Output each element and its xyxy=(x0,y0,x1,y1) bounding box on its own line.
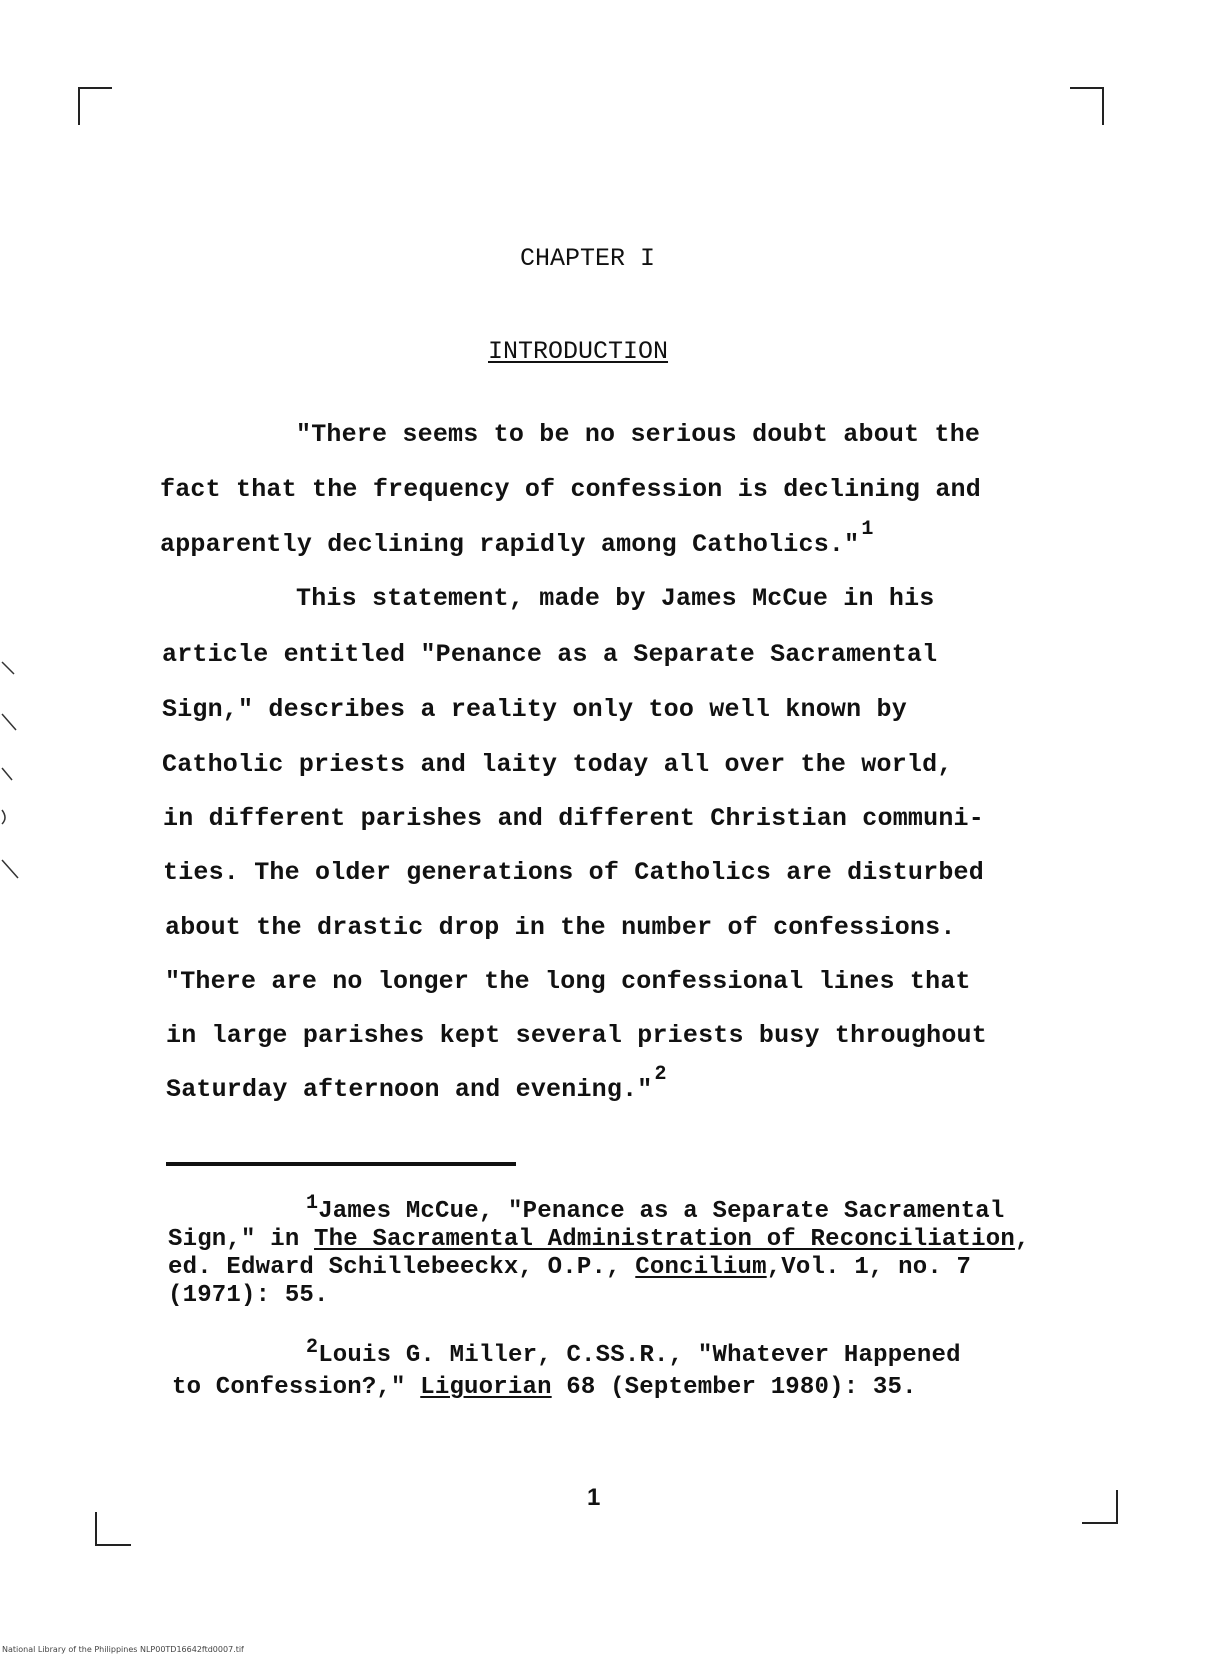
footnote-2-number: 2 xyxy=(306,1336,319,1359)
paragraph-1-line-2: fact that the frequency of confession is declining and xyxy=(160,475,981,504)
footnote-1-book-title: The Sacramental Administration of Reconciliation xyxy=(314,1226,1015,1253)
footnote-2-line-2: to Confession?," Liguorian 68 (September 1980): 35. xyxy=(172,1374,917,1401)
paragraph-2-line-2: article entitled "Penance as a Separate Sacramental xyxy=(162,640,938,669)
page-number: 1 xyxy=(587,1484,601,1511)
paragraph-2-line-7: about the drastic drop in the number of confessions. xyxy=(165,913,956,942)
footnote-1-line-4: (1971): 55. xyxy=(168,1282,329,1309)
footnote-1-number: 1 xyxy=(306,1192,319,1215)
section-heading: INTRODUCTION xyxy=(488,337,669,366)
paragraph-2-line-3: Sign," describes a reality only too well known by xyxy=(162,695,907,724)
paragraph-2-line-10: Saturday afternoon and evening."$^2$ xyxy=(166,1063,667,1104)
footnote-1-line-3: ed. Edward Schillebeeckx, O.P., Concilium,Vol. 1, no. 7 xyxy=(168,1254,972,1281)
chapter-heading: CHAPTER I xyxy=(520,244,656,273)
scan-footer-caption: National Library of the Philippines NLP00TD16642ftd0007.tif xyxy=(2,1645,244,1654)
paragraph-2-line-6: ties. The older generations of Catholics are disturbed xyxy=(163,858,984,887)
paragraph-2-line-4: Catholic priests and laity today all over the world, xyxy=(162,750,953,779)
crop-mark-bottom-right xyxy=(1082,1490,1118,1524)
footnote-separator-rule xyxy=(166,1162,516,1166)
footnote-1-journal-title: Concilium xyxy=(635,1254,767,1281)
footnote-2-journal-title: Liguorian xyxy=(420,1374,552,1401)
footnote-2-line-1: $^2$Louis G. Miller, C.SS.R., "Whatever Happened xyxy=(306,1336,961,1369)
footnote-reference-2: 2 xyxy=(654,1063,667,1086)
crop-mark-bottom-left xyxy=(95,1512,131,1546)
paragraph-2-line-1: This statement, made by James McCue in his xyxy=(296,584,935,613)
footnote-reference-1: 1 xyxy=(861,518,874,541)
footnote-1-line-1: $^1$James McCue, "Penance as a Separate Sacramental xyxy=(306,1192,1005,1225)
crop-mark-top-right xyxy=(1070,87,1104,125)
crop-mark-top-left xyxy=(78,87,112,125)
footnote-1-line-2: Sign," in The Sacramental Administration of Reconciliation, xyxy=(168,1226,1030,1253)
paragraph-2-line-8: "There are no longer the long confessional lines that xyxy=(165,967,971,996)
margin-pencil-marks xyxy=(0,650,30,890)
paragraph-2-line-9: in large parishes kept several priests busy throughout xyxy=(166,1021,987,1050)
paragraph-1-line-3: apparently declining rapidly among Catholics."$^1$ xyxy=(160,518,874,559)
paragraph-2-line-5: in different parishes and different Christian communi- xyxy=(163,804,984,833)
paragraph-1-line-1: "There seems to be no serious doubt about the xyxy=(296,420,981,449)
